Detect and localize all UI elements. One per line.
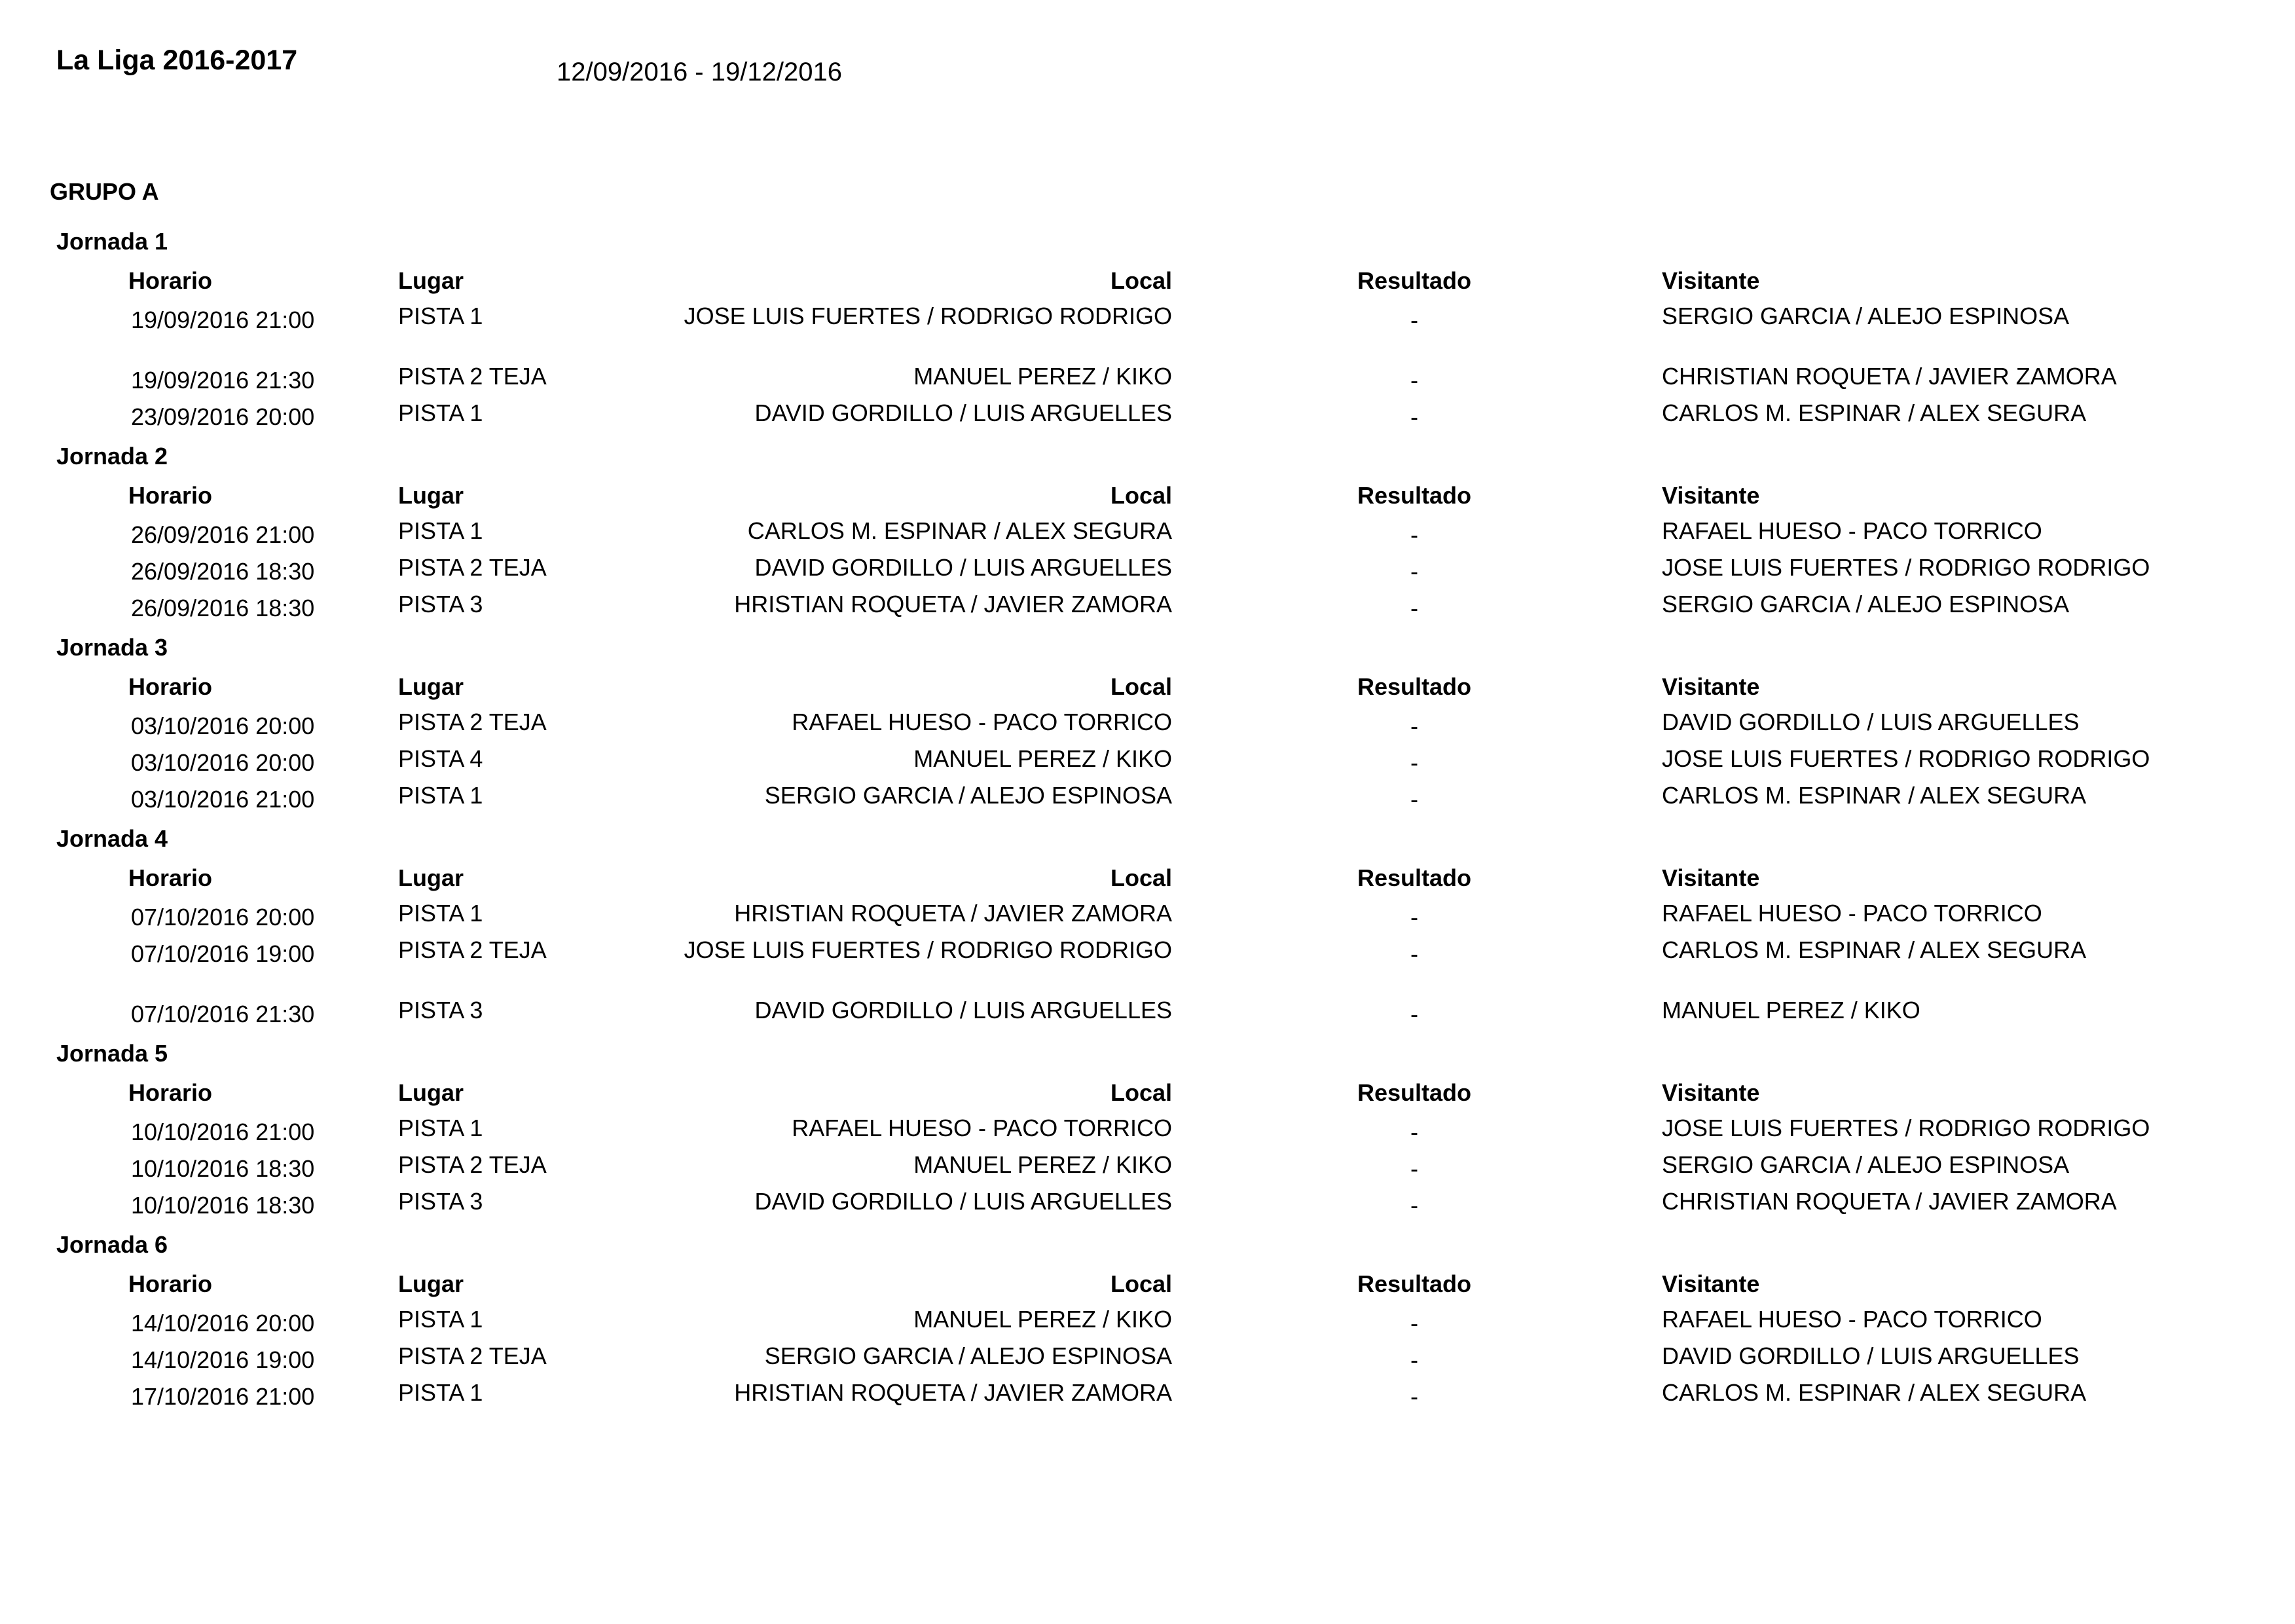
column-header-local: Local	[1110, 1079, 1172, 1106]
cell-visitante: JOSE LUIS FUERTES / RODRIGO RODRIGO	[1662, 554, 2150, 581]
jornada-block	[0, 1230, 2295, 1412]
cell-lugar: PISTA 3	[398, 591, 483, 618]
jornada-title: Jornada 2	[56, 443, 168, 470]
cell-resultado: -	[1410, 595, 1418, 621]
jornada-block	[0, 824, 2295, 1029]
cell-resultado: -	[1410, 306, 1418, 333]
cell-visitante: SERGIO GARCIA / ALEJO ESPINOSA	[1662, 303, 2070, 329]
cell-horario: 26/09/2016 18:30	[131, 595, 315, 621]
cell-horario: 19/09/2016 21:00	[131, 306, 315, 333]
cell-resultado: -	[1410, 1001, 1418, 1027]
cell-resultado: -	[1410, 749, 1418, 776]
cell-local: HRISTIAN ROQUETA / JAVIER ZAMORA	[734, 591, 1172, 618]
cell-lugar: PISTA 1	[398, 517, 483, 544]
cell-horario: 26/09/2016 18:30	[131, 558, 315, 585]
cell-resultado: -	[1410, 558, 1418, 585]
cell-horario: 03/10/2016 20:00	[131, 749, 315, 776]
cell-visitante: CARLOS M. ESPINAR / ALEX SEGURA	[1662, 399, 2087, 426]
cell-resultado: -	[1410, 1383, 1418, 1410]
cell-visitante: MANUEL PEREZ / KIKO	[1662, 997, 1920, 1024]
column-header-horario: Horario	[128, 267, 213, 294]
cell-visitante: JOSE LUIS FUERTES / RODRIGO RODRIGO	[1662, 1115, 2150, 1141]
cell-local: HRISTIAN ROQUETA / JAVIER ZAMORA	[734, 1379, 1172, 1406]
column-header-resultado: Resultado	[1357, 1079, 1472, 1106]
cell-visitante: CARLOS M. ESPINAR / ALEX SEGURA	[1662, 936, 2087, 963]
cell-lugar: PISTA 1	[398, 1306, 483, 1333]
column-header-local: Local	[1110, 864, 1172, 891]
cell-visitante: RAFAEL HUESO - PACO TORRICO	[1662, 517, 2042, 544]
jornada-title: Jornada 1	[56, 228, 168, 255]
table-header-row	[0, 479, 2295, 513]
cell-local: MANUEL PEREZ / KIKO	[913, 363, 1172, 390]
table-row	[0, 1338, 2295, 1375]
column-header-lugar: Lugar	[398, 267, 464, 294]
column-header-local: Local	[1110, 1270, 1172, 1297]
cell-resultado: -	[1410, 712, 1418, 739]
table-header-row	[0, 265, 2295, 299]
table-row	[0, 550, 2295, 587]
cell-lugar: PISTA 2 TEJA	[398, 554, 547, 581]
column-header-horario: Horario	[128, 482, 213, 509]
column-header-horario: Horario	[128, 864, 213, 891]
cell-lugar: PISTA 4	[398, 745, 483, 772]
table-row	[0, 587, 2295, 623]
cell-lugar: PISTA 2 TEJA	[398, 936, 547, 963]
table-row	[0, 993, 2295, 1029]
cell-local: DAVID GORDILLO / LUIS ARGUELLES	[754, 997, 1172, 1024]
cell-local: DAVID GORDILLO / LUIS ARGUELLES	[754, 554, 1172, 581]
cell-visitante: RAFAEL HUESO - PACO TORRICO	[1662, 900, 2042, 927]
cell-resultado: -	[1410, 1310, 1418, 1337]
table-row	[0, 513, 2295, 550]
cell-local: DAVID GORDILLO / LUIS ARGUELLES	[754, 399, 1172, 426]
table-header-row	[0, 1268, 2295, 1302]
cell-local: JOSE LUIS FUERTES / RODRIGO RODRIGO	[684, 936, 1172, 963]
table-row	[0, 1184, 2295, 1221]
cell-visitante: DAVID GORDILLO / LUIS ARGUELLES	[1662, 709, 2080, 735]
table-row	[0, 359, 2295, 396]
table-row	[0, 741, 2295, 778]
column-header-visitante: Visitante	[1662, 482, 1760, 509]
cell-local: SERGIO GARCIA / ALEJO ESPINOSA	[764, 782, 1172, 809]
cell-visitante: SERGIO GARCIA / ALEJO ESPINOSA	[1662, 591, 2070, 618]
cell-visitante: CARLOS M. ESPINAR / ALEX SEGURA	[1662, 1379, 2087, 1406]
cell-horario: 23/09/2016 20:00	[131, 403, 315, 430]
cell-lugar: PISTA 1	[398, 303, 483, 329]
table-row	[0, 1111, 2295, 1147]
column-header-resultado: Resultado	[1357, 1270, 1472, 1297]
jornada-block	[0, 633, 2295, 815]
cell-lugar: PISTA 1	[398, 1115, 483, 1141]
jornada-block	[0, 227, 2295, 432]
column-header-lugar: Lugar	[398, 482, 464, 509]
cell-local: MANUEL PEREZ / KIKO	[913, 1151, 1172, 1178]
column-header-horario: Horario	[128, 673, 213, 700]
cell-lugar: PISTA 2 TEJA	[398, 709, 547, 735]
cell-visitante: DAVID GORDILLO / LUIS ARGUELLES	[1662, 1342, 2080, 1369]
column-header-visitante: Visitante	[1662, 1079, 1760, 1106]
cell-visitante: CARLOS M. ESPINAR / ALEX SEGURA	[1662, 782, 2087, 809]
column-header-visitante: Visitante	[1662, 267, 1760, 294]
column-header-visitante: Visitante	[1662, 864, 1760, 891]
table-row	[0, 1375, 2295, 1412]
cell-horario: 26/09/2016 21:00	[131, 521, 315, 548]
cell-horario: 14/10/2016 20:00	[131, 1310, 315, 1337]
table-header-row	[0, 862, 2295, 896]
column-header-lugar: Lugar	[398, 1270, 464, 1297]
cell-horario: 03/10/2016 21:00	[131, 786, 315, 813]
cell-local: RAFAEL HUESO - PACO TORRICO	[792, 1115, 1172, 1141]
table-header-row	[0, 671, 2295, 705]
cell-horario: 10/10/2016 18:30	[131, 1192, 315, 1219]
jornada-block	[0, 441, 2295, 623]
cell-local: SERGIO GARCIA / ALEJO ESPINOSA	[764, 1342, 1172, 1369]
column-header-horario: Horario	[128, 1079, 213, 1106]
cell-lugar: PISTA 3	[398, 1188, 483, 1215]
table-row	[0, 778, 2295, 815]
jornada-block	[0, 1039, 2295, 1221]
table-row	[0, 705, 2295, 741]
cell-local: MANUEL PEREZ / KIKO	[913, 745, 1172, 772]
cell-visitante: CHRISTIAN ROQUETA / JAVIER ZAMORA	[1662, 1188, 2117, 1215]
column-header-resultado: Resultado	[1357, 482, 1472, 509]
cell-lugar: PISTA 1	[398, 900, 483, 927]
column-header-local: Local	[1110, 267, 1172, 294]
cell-resultado: -	[1410, 786, 1418, 813]
cell-visitante: JOSE LUIS FUERTES / RODRIGO RODRIGO	[1662, 745, 2150, 772]
jornada-title: Jornada 4	[56, 825, 168, 852]
cell-visitante: RAFAEL HUESO - PACO TORRICO	[1662, 1306, 2042, 1333]
cell-resultado: -	[1410, 1118, 1418, 1145]
column-header-resultado: Resultado	[1357, 267, 1472, 294]
cell-horario: 07/10/2016 21:30	[131, 1001, 315, 1027]
column-header-local: Local	[1110, 482, 1172, 509]
cell-resultado: -	[1410, 1192, 1418, 1219]
cell-resultado: -	[1410, 940, 1418, 967]
cell-lugar: PISTA 3	[398, 997, 483, 1024]
table-row	[0, 896, 2295, 932]
jornadas-list	[0, 227, 2295, 1421]
column-header-visitante: Visitante	[1662, 1270, 1760, 1297]
cell-lugar: PISTA 1	[398, 399, 483, 426]
column-header-lugar: Lugar	[398, 864, 464, 891]
cell-local: RAFAEL HUESO - PACO TORRICO	[792, 709, 1172, 735]
cell-resultado: -	[1410, 1346, 1418, 1373]
cell-resultado: -	[1410, 1155, 1418, 1182]
group-title: GRUPO A	[50, 178, 159, 205]
cell-resultado: -	[1410, 367, 1418, 394]
column-header-local: Local	[1110, 673, 1172, 700]
table-row	[0, 1147, 2295, 1184]
cell-local: HRISTIAN ROQUETA / JAVIER ZAMORA	[734, 900, 1172, 927]
cell-horario: 14/10/2016 19:00	[131, 1346, 315, 1373]
jornada-title: Jornada 3	[56, 634, 168, 661]
table-row	[0, 1302, 2295, 1338]
cell-local: MANUEL PEREZ / KIKO	[913, 1306, 1172, 1333]
table-row	[0, 299, 2295, 359]
column-header-horario: Horario	[128, 1270, 213, 1297]
cell-visitante: CHRISTIAN ROQUETA / JAVIER ZAMORA	[1662, 363, 2117, 390]
table-header-row	[0, 1077, 2295, 1111]
column-header-lugar: Lugar	[398, 1079, 464, 1106]
column-header-lugar: Lugar	[398, 673, 464, 700]
cell-lugar: PISTA 2 TEJA	[398, 1151, 547, 1178]
cell-resultado: -	[1410, 904, 1418, 931]
league-title: La Liga 2016-2017	[56, 45, 298, 76]
cell-local: CARLOS M. ESPINAR / ALEX SEGURA	[747, 517, 1172, 544]
cell-horario: 07/10/2016 20:00	[131, 904, 315, 931]
cell-lugar: PISTA 1	[398, 782, 483, 809]
cell-visitante: SERGIO GARCIA / ALEJO ESPINOSA	[1662, 1151, 2070, 1178]
cell-horario: 03/10/2016 20:00	[131, 712, 315, 739]
cell-horario: 19/09/2016 21:30	[131, 367, 315, 394]
cell-lugar: PISTA 2 TEJA	[398, 363, 547, 390]
table-row	[0, 396, 2295, 432]
column-header-visitante: Visitante	[1662, 673, 1760, 700]
column-header-resultado: Resultado	[1357, 673, 1472, 700]
cell-lugar: PISTA 1	[398, 1379, 483, 1406]
jornada-title: Jornada 6	[56, 1231, 168, 1258]
cell-local: DAVID GORDILLO / LUIS ARGUELLES	[754, 1188, 1172, 1215]
cell-horario: 07/10/2016 19:00	[131, 940, 315, 967]
cell-local: JOSE LUIS FUERTES / RODRIGO RODRIGO	[684, 303, 1172, 329]
jornada-title: Jornada 5	[56, 1040, 168, 1067]
cell-resultado: -	[1410, 521, 1418, 548]
cell-lugar: PISTA 2 TEJA	[398, 1342, 547, 1369]
cell-horario: 10/10/2016 18:30	[131, 1155, 315, 1182]
cell-resultado: -	[1410, 403, 1418, 430]
column-header-resultado: Resultado	[1357, 864, 1472, 891]
cell-horario: 10/10/2016 21:00	[131, 1118, 315, 1145]
table-row	[0, 932, 2295, 993]
cell-horario: 17/10/2016 21:00	[131, 1383, 315, 1410]
date-range: 12/09/2016 - 19/12/2016	[557, 58, 842, 86]
